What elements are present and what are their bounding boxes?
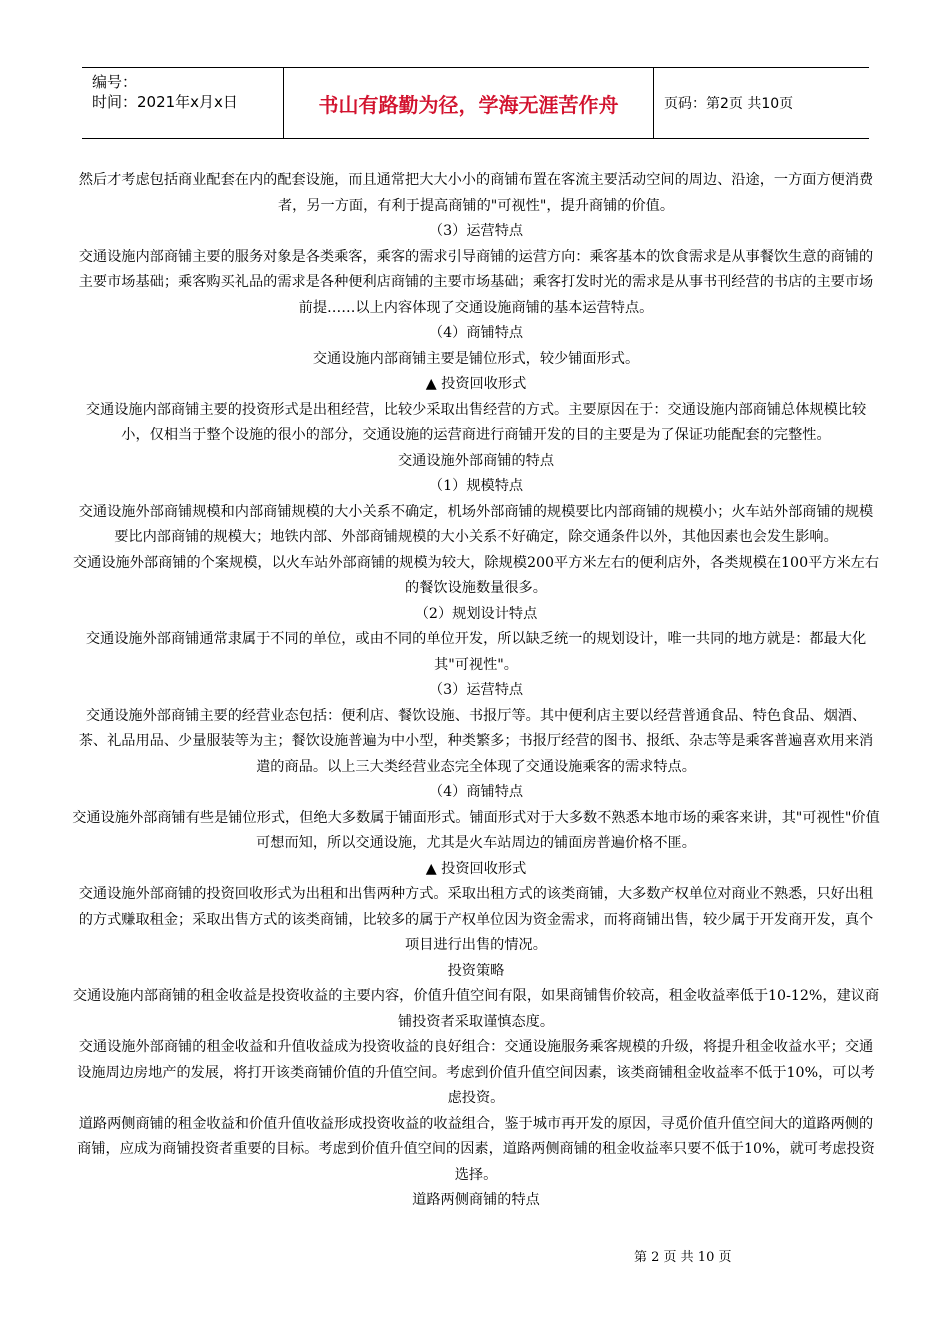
paragraph: 交通设施内部商铺主要的投资形式是出租经营，比较少采取出售经营的方式。主要原因在于：交通设施内部商铺总体规模比较小，仅相当于整个设施的很小的部分，交通设施的运营商进行商铺开发的目的主要是为了保证功能配套的完整性。 [85, 401, 867, 443]
document-date-label: 时间：2021年x月x日 [92, 93, 238, 111]
page-header [82, 67, 869, 139]
paragraph: 交通设施内部商铺主要是铺位形式，较少铺面形式。 [312, 350, 640, 367]
paragraph: 交通设施外部商铺的租金收益和升值收益成为投资收益的良好组合：交通设施服务乘客规模的升级，将提升租金收益水平；交通设施周边房地产的发展，将打开该类商铺价值的升值空间。考虑到价值升值空间因素，该类商铺租金收益率不低于10%，可以考虑投资。 [77, 1039, 875, 1106]
section-heading: （3）运营特点 [428, 682, 524, 698]
paragraph: 然后才考虑包括商业配套在内的配套设施，而且通常把大大小小的商铺布置在客流主要活动空间的周边、沿途，一方面方便消费者，另一方面，有利于提高商铺的"可视性"，提升商铺的价值。 [78, 172, 874, 214]
paragraph: 道路两侧商铺的租金收益和价值升值收益形成投资收益的收益组合，鉴于城市再开发的原因，寻觅价值升值空间大的道路两侧的商铺，应成为商铺投资者重要的目标。考虑到价值升值空间的因素，道路两侧商铺的租金收益率只要不低于10%，就可考虑投资选择。 [77, 1115, 875, 1183]
header-page-info: 页码：第2页 共10页 [664, 96, 794, 112]
paragraph: 交通设施外部商铺的投资回收形式为出租和出售两种方式。采取出租方式的该类商铺，大多数产权单位对商业不熟悉，只好出租的方式赚取租金；采取出售方式的该类商铺，比较多的属于产权单位因为资金需求，而将商铺出售，较少属于开发商开发，真个项目进行出售的情况。 [78, 886, 874, 953]
section-heading: （3）运营特点 [428, 223, 524, 239]
header-meta [82, 68, 283, 138]
paragraph: 交通设施外部商铺主要的经营业态包括：便利店、餐饮设施、书报厅等。其中便利店主要以经营普通食品、特色食品、烟酒、茶、礼品用品、少量服装等为主；餐饮设施普遍为中小型，种类繁多；书报厅经营的图书、报纸、杂志等是乘客普遍喜欢用来消遣的商品。以上三大类经营业态完全体现了交通设施乘客的需求特点。 [78, 707, 874, 775]
paragraph: 交通设施外部商铺有些是铺位形式，但绝大多数属于铺面形式。铺面形式对于大多数不熟悉本地市场的乘客来讲，其"可视性"价值可想而知，所以交通设施，尤其是火车站周边的铺面房普遍价格不匪。 [72, 809, 880, 851]
section-heading: ▲ 投资回收形式 [425, 376, 527, 392]
section-heading: （4）商铺特点 [428, 325, 524, 341]
section-heading: 投资策略 [447, 962, 505, 979]
section-heading: 交通设施外部商铺的特点 [397, 452, 555, 469]
paragraph: 交通设施外部商铺通常隶属于不同的单位，或由不同的单位开发，所以缺乏统一的规划设计，唯一共同的地方就是：都最大化其"可视性"。 [85, 631, 867, 673]
page-footer: 第 2 页 共 10 页 [634, 1250, 732, 1265]
paragraph: 交通设施内部商铺的租金收益是投资收益的主要内容，价值升值空间有限，如果商铺售价较高，租金收益率低于10-12%，建议商铺投资者采取谨慎态度。 [72, 988, 880, 1030]
document-number-label: 编号： [92, 73, 138, 91]
section-heading: （2）规划设计特点 [414, 605, 538, 622]
section-heading: （1）规模特点 [428, 478, 524, 494]
paragraph: 交通设施外部商铺的个案规模，以火车站外部商铺的规模为较大，除规模200平方米左右的便利店外，各类规模在100平方米左右的餐饮设施数量很多。 [72, 554, 880, 596]
section-heading: ▲ 投资回收形式 [425, 860, 527, 877]
paragraph: 交通设施内部商铺主要的服务对象是各类乘客，乘客的需求引导商铺的运营方向：乘客基本的饮食需求是从事餐饮生意的商铺的主要市场基础；乘客购买礼品的需求是各种便利店商铺的主要市场基础；乘客打发时光的需求是从事书刊经营的书店的主要市场前提……以上内容体现了交通设施商铺的基本运营特点。 [78, 248, 874, 316]
document-body [72, 168, 880, 1214]
section-heading: （4）商铺特点 [428, 784, 524, 800]
header-motto: 书山有路勤为径，学海无涯苦作舟 [283, 68, 654, 138]
section-heading: 道路两侧商铺的特点 [412, 1192, 540, 1208]
paragraph: 交通设施外部商铺规模和内部商铺规模的大小关系不确定，机场外部商铺的规模要比内部商铺的规模小；火车站外部商铺的规模要比内部商铺的规模大；地铁内部、外部商铺规模的大小关系不好确定，除交通条件以外，其他因素也会发生影响。 [78, 503, 874, 545]
